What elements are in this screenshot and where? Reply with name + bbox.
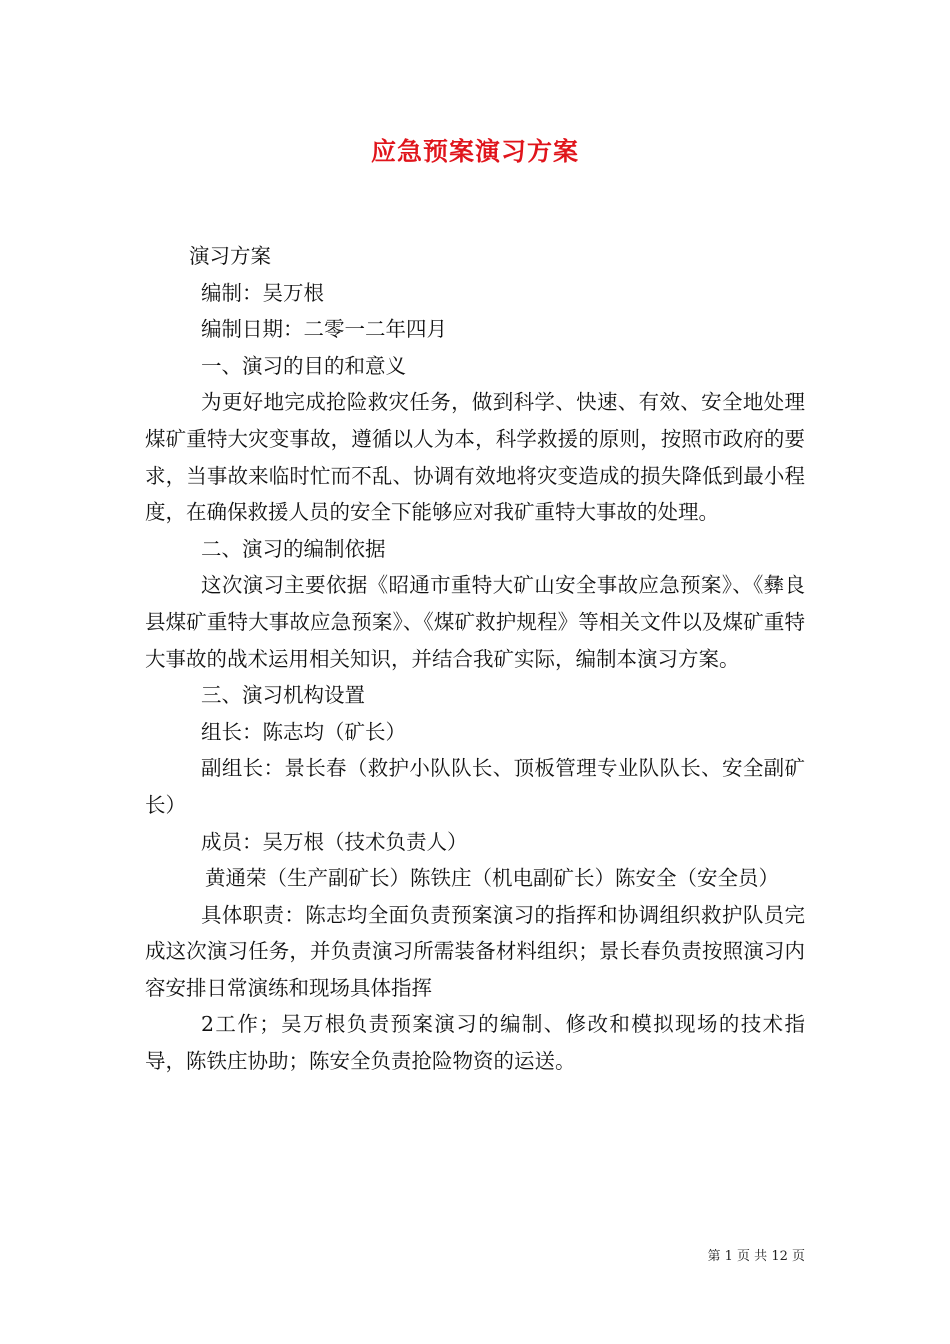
paragraph: 具体职责：陈志均全面负责预案演习的指挥和协调组织救护队员完成这次演习任务，并负责演习所需装备材料组织；景长春负责按照演习内容安排日常演练和现场具体指挥 <box>145 902 805 1000</box>
paragraph: 编制：吴万根 <box>201 280 324 305</box>
section-heading: 一、演习的目的和意义 <box>201 353 406 378</box>
paragraph: 编制日期：二零一二年四月 <box>201 317 447 342</box>
paragraph: 副组长：景长春（救护小队队长、顶板管理专业队队长、安全副矿长） <box>145 756 805 817</box>
paragraph: 成员：吴万根（技术负责人） <box>201 829 468 854</box>
paragraph: 这次演习主要依据《昭通市重特大矿山安全事故应急预案》、《彝良县煤矿重特大事故应急预案》、《煤矿救护规程》等相关文件以及煤矿重特大事故的战术运用相关知识，并结合我矿实际，编制本演习方案。 <box>145 573 805 671</box>
section-heading: 二、演习的编制依据 <box>201 536 386 561</box>
paragraph: 2工作；吴万根负责预案演习的编制、修改和模拟现场的技术指导，陈铁庄协助；陈安全负责抢险物资的运送。 <box>145 1012 805 1074</box>
paragraph: 为更好地完成抢险救灾任务，做到科学、快速、有效、安全地处理煤矿重特大灾变事故，遵循以人为本，科学救援的原则，按照市政府的要求，当事故来临时忙而不乱、协调有效地将灾变造成的损失降低到最小程度，在确保救援人员的安全下能够应对我矿重特大事故的处理。 <box>145 390 805 525</box>
paragraph: 演习方案 <box>189 244 271 268</box>
paragraph: 组长：陈志均（矿长） <box>201 719 406 744</box>
section-heading: 三、演习机构设置 <box>201 683 365 708</box>
paragraph: 黄通荣（生产副矿长）陈铁庄（机电副矿长）陈安全（安全员） <box>205 866 779 891</box>
page-number: 第 1 页 共 12 页 <box>707 1249 805 1264</box>
document-title: 应急预案演习方案 <box>370 137 579 166</box>
document-body <box>145 238 805 1080</box>
